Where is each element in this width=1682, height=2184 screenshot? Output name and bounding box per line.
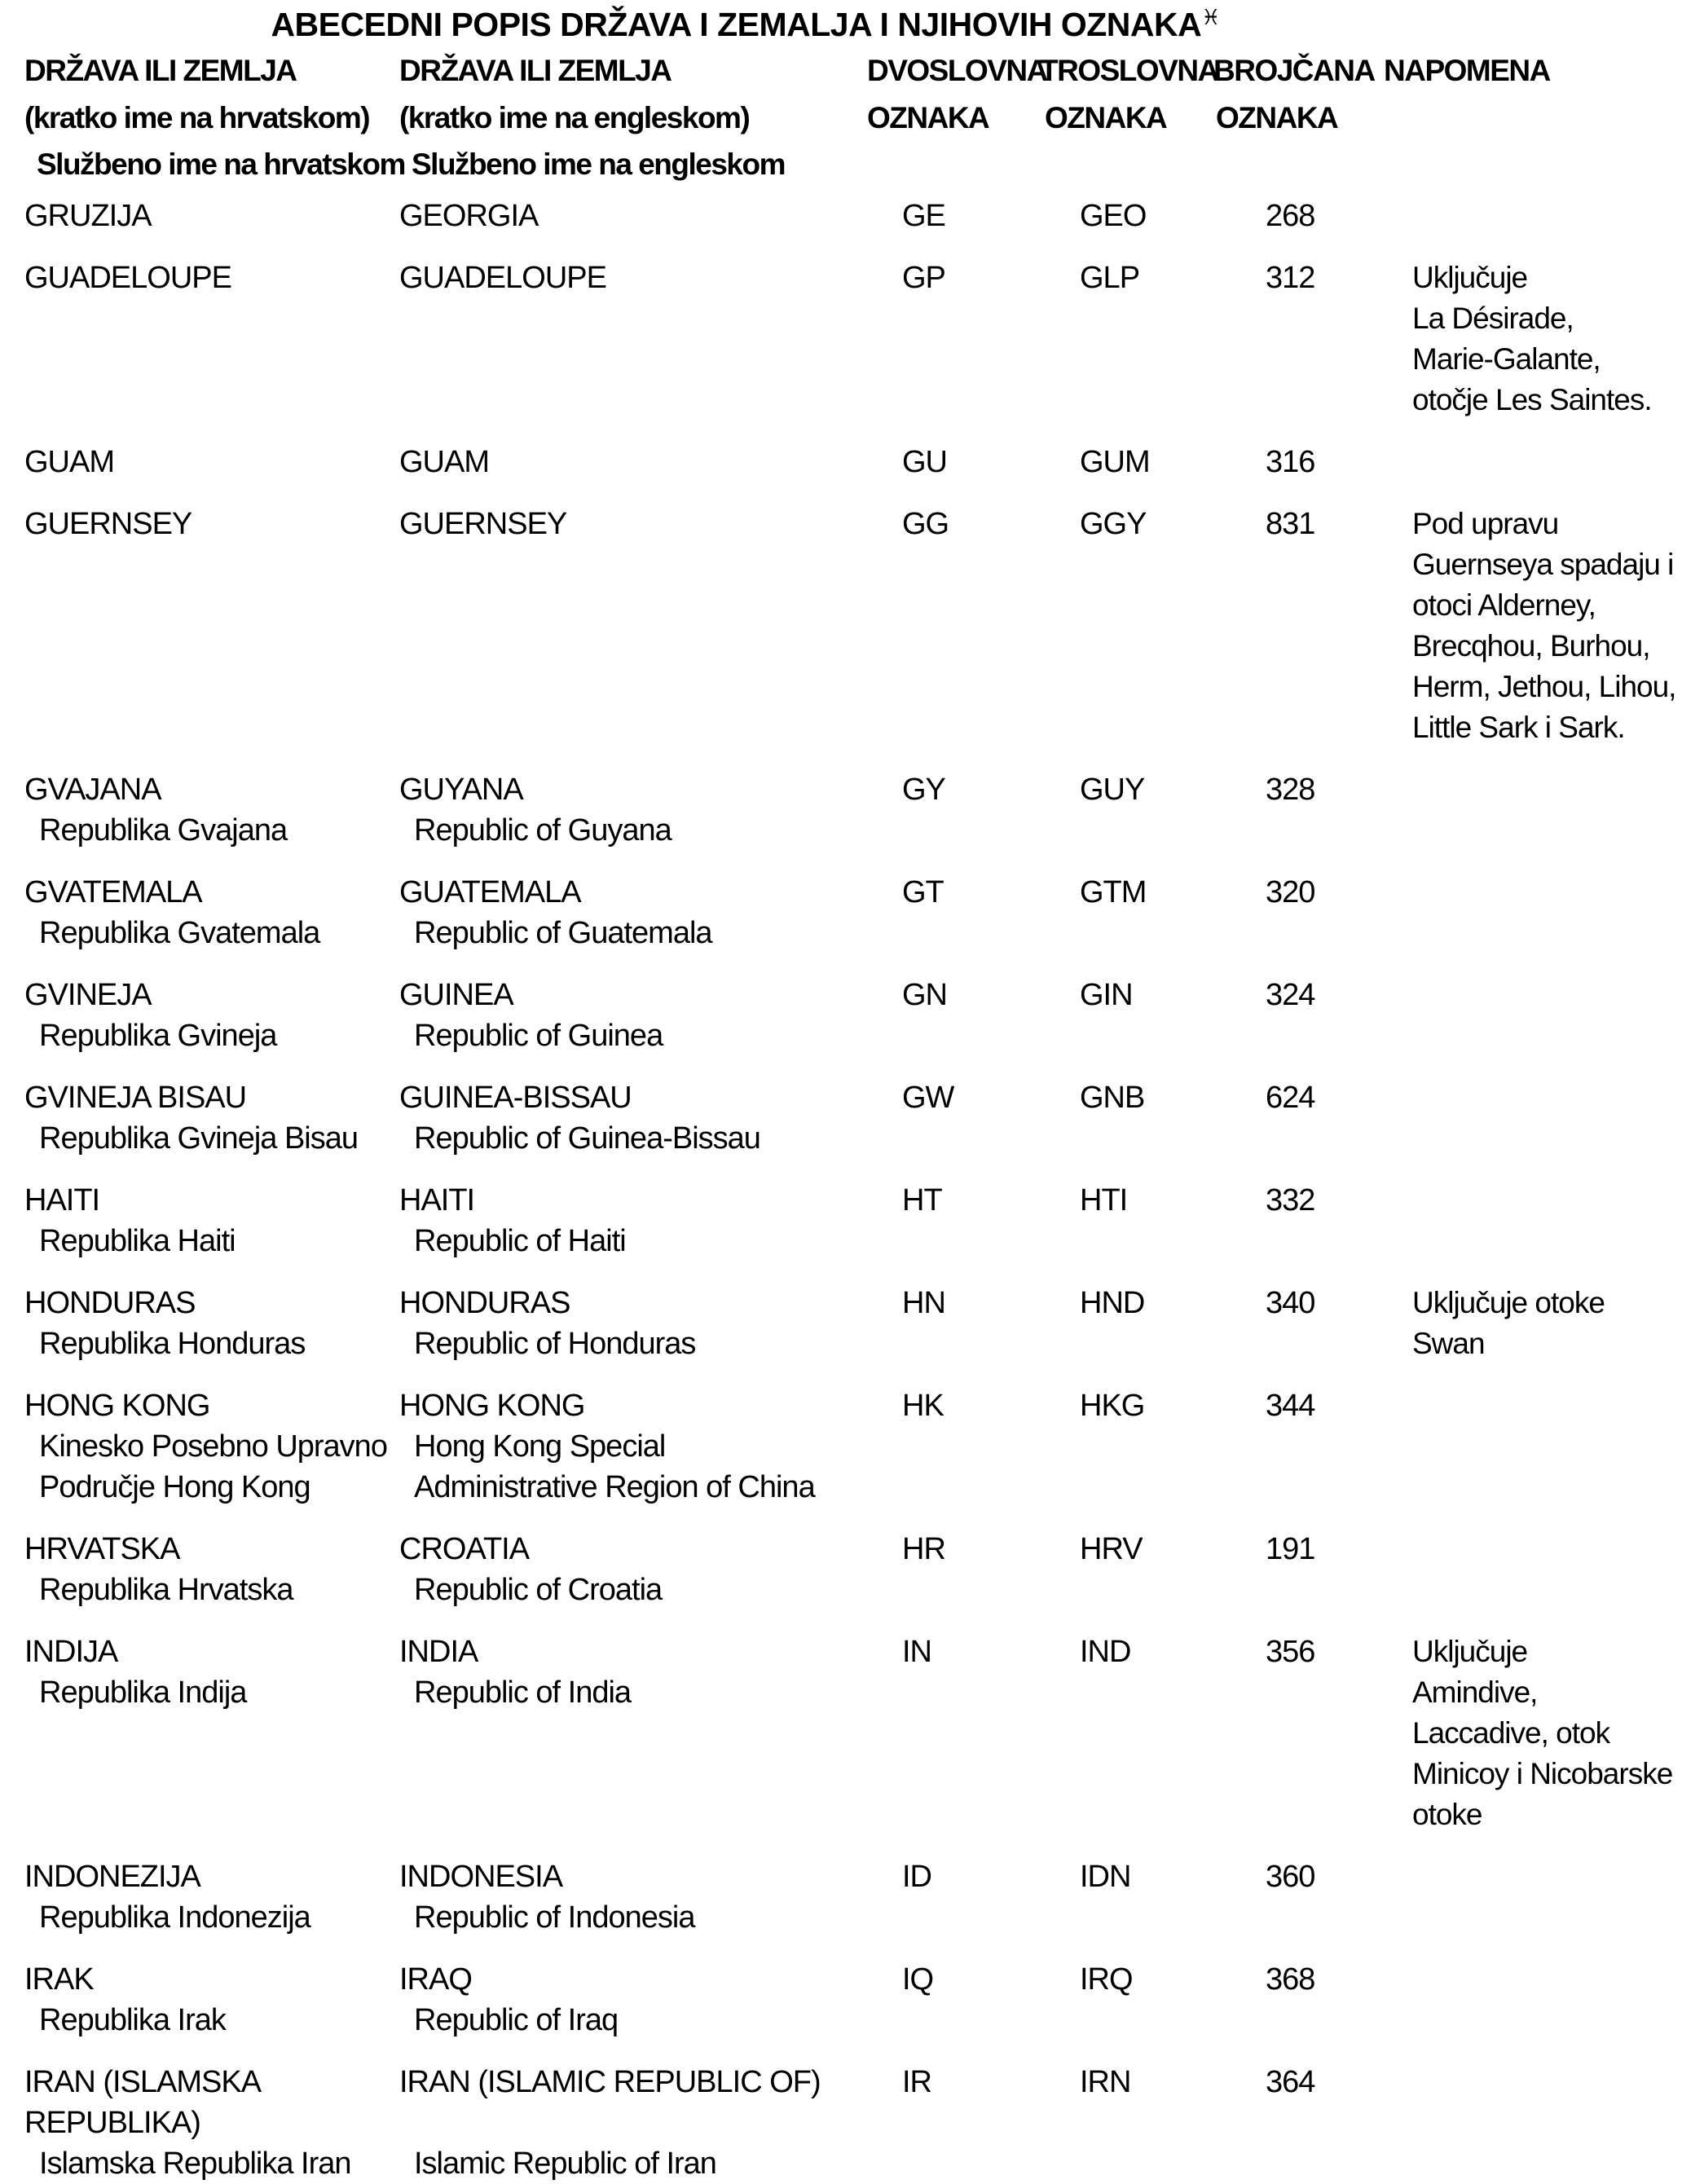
numeric-code-cell xyxy=(1266,504,1314,544)
official-name-hr: Republika Gvajana xyxy=(39,813,288,848)
country-col-hr xyxy=(24,1529,293,1610)
table-row xyxy=(0,1959,1682,2041)
numeric-code: 316 xyxy=(1266,445,1315,479)
note-line: La Désirade, xyxy=(1412,302,1574,335)
alpha2-code: HN xyxy=(902,1286,945,1320)
country-col-hr xyxy=(24,1959,226,2041)
official-name-hr: Islamska Republika Iran xyxy=(39,2147,351,2181)
alpha2-code-cell xyxy=(902,872,944,913)
numeric-code: 368 xyxy=(1266,1962,1315,1997)
country-name-hr: GUADELOUPE xyxy=(24,261,231,295)
country-col-hr xyxy=(24,2062,351,2184)
country-col-en xyxy=(399,1283,695,1364)
alpha3-code-cell xyxy=(1080,1959,1133,2000)
country-col-hr xyxy=(24,1856,310,1938)
country-name-hr: GUAM xyxy=(24,445,114,479)
column-header-numeric-line2: OZNAKA xyxy=(1216,101,1338,134)
alpha2-code: GU xyxy=(902,445,947,479)
country-name-en: GUADELOUPE xyxy=(399,261,606,295)
country-name-hr: GVAJANA xyxy=(24,773,161,807)
table-row xyxy=(0,1856,1682,1938)
official-name-en: Republic of Guatemala xyxy=(414,916,712,950)
country-name-en: IRAQ xyxy=(399,1962,472,1997)
note-line: Little Sark i Sark. xyxy=(1412,711,1625,744)
country-col-en xyxy=(399,975,663,1056)
official-name-en: Islamic Republic of Iran xyxy=(414,2147,716,2181)
country-col-hr xyxy=(24,1631,246,1713)
alpha2-code-cell xyxy=(902,258,945,298)
note-line: Pod upravu xyxy=(1412,507,1559,540)
numeric-code: 340 xyxy=(1266,1286,1315,1320)
alpha2-code: IR xyxy=(902,2065,931,2099)
alpha2-code: HR xyxy=(902,1532,945,1566)
country-name-en: GUYANA xyxy=(399,773,523,807)
note-line: Laccadive, otok xyxy=(1412,1716,1610,1750)
alpha2-code: HK xyxy=(902,1389,944,1423)
note-line: Guernseya spadaju i xyxy=(1412,548,1674,581)
country-name-en: GEORGIA xyxy=(399,199,539,233)
country-col-en xyxy=(399,872,712,953)
country-name-hr: GRUZIJA xyxy=(24,199,152,233)
country-col-en xyxy=(399,196,538,236)
numeric-code: 312 xyxy=(1266,261,1315,295)
column-header-alpha3-line2: OZNAKA xyxy=(1045,101,1167,134)
alpha3-code: HND xyxy=(1080,1286,1145,1320)
country-col-en xyxy=(399,769,671,851)
country-name-hr: REPUBLIKA) xyxy=(24,2106,200,2140)
alpha3-code: IRQ xyxy=(1080,1962,1133,1997)
alpha3-code-cell xyxy=(1080,975,1133,1015)
country-col-hr xyxy=(24,1077,358,1159)
numeric-code: 328 xyxy=(1266,773,1315,807)
alpha2-code-cell xyxy=(902,2062,931,2103)
alpha2-code-cell xyxy=(902,1180,942,1221)
alpha3-code-cell xyxy=(1080,258,1139,298)
country-col-hr xyxy=(24,769,287,851)
alpha3-code: IRN xyxy=(1080,2065,1131,2099)
alpha2-code-cell xyxy=(902,504,949,544)
alpha2-code: GG xyxy=(902,507,949,541)
country-name-en: GUINEA xyxy=(399,978,513,1012)
official-name-en: Republic of Honduras xyxy=(414,1327,696,1361)
numeric-code: 831 xyxy=(1266,507,1315,541)
footnote-marker: ♓︎ xyxy=(1201,5,1221,29)
alpha3-code: GNB xyxy=(1080,1081,1145,1115)
alpha2-code: GN xyxy=(902,978,947,1012)
official-name-hr: Republika Irak xyxy=(39,2003,226,2037)
alpha3-code-cell xyxy=(1080,196,1146,236)
official-name-hr: Republika Honduras xyxy=(39,1327,306,1361)
official-name-en: Republic of Haiti xyxy=(414,1224,626,1258)
country-table-body xyxy=(0,196,1682,2184)
alpha3-code-cell xyxy=(1080,1385,1144,1426)
official-name-hr: Republika Indonezija xyxy=(39,1900,310,1935)
official-name-en: Republic of Indonesia xyxy=(414,1900,695,1935)
column-header-numeric-line1: BROJČANA xyxy=(1213,54,1375,87)
spacer-line xyxy=(399,2103,821,2143)
column-header-hr-line1: DRŽAVA ILI ZEMLJA xyxy=(24,54,297,87)
alpha3-code: GEO xyxy=(1080,199,1147,233)
country-name-hr: GVINEJA BISAU xyxy=(24,1081,247,1115)
official-name-en: Republic of Croatia xyxy=(414,1573,663,1607)
alpha2-code-cell xyxy=(902,1959,933,2000)
alpha3-code: GGY xyxy=(1080,507,1147,541)
country-col-hr xyxy=(24,196,152,236)
country-name-en: GUAM xyxy=(399,445,489,479)
country-col-hr xyxy=(24,1283,305,1364)
country-name-hr: HONG KONG xyxy=(24,1389,210,1423)
alpha2-code: GP xyxy=(902,261,945,295)
note-cell xyxy=(1412,1283,1605,1364)
alpha2-code-cell xyxy=(902,1856,931,1897)
country-name-en: GUINEA-BISSAU xyxy=(399,1081,632,1115)
numeric-code-cell xyxy=(1266,872,1314,913)
official-name-hr: Republika Gvineja xyxy=(39,1019,277,1053)
alpha2-code-cell xyxy=(902,442,947,482)
alpha3-code: GTM xyxy=(1080,875,1147,909)
country-col-hr xyxy=(24,1385,387,1508)
official-name-hr: Područje Hong Kong xyxy=(39,1470,310,1504)
official-name-en: Hong Kong Special xyxy=(414,1429,666,1464)
official-name-hr: Republika Gvineja Bisau xyxy=(39,1121,359,1156)
numeric-code-cell xyxy=(1266,1529,1314,1570)
note-line: Swan xyxy=(1412,1327,1485,1360)
column-header-hr-line3: Službeno ime na hrvatskom xyxy=(37,148,405,181)
country-name-hr: INDONEZIJA xyxy=(24,1860,200,1894)
alpha3-code: GIN xyxy=(1080,978,1133,1012)
column-header-en-line1: DRŽAVA ILI ZEMLJA xyxy=(399,54,671,87)
alpha3-code-cell xyxy=(1080,1631,1130,1672)
country-col-hr xyxy=(24,872,319,953)
numeric-code-cell xyxy=(1266,1077,1314,1118)
note-cell xyxy=(1412,1631,1672,1835)
alpha2-code: IN xyxy=(902,1635,931,1669)
alpha2-code-cell xyxy=(902,769,945,810)
note-line: otočje Les Saintes. xyxy=(1412,383,1652,416)
numeric-code: 268 xyxy=(1266,199,1315,233)
numeric-code: 191 xyxy=(1266,1532,1315,1566)
country-col-en xyxy=(399,1959,618,2041)
numeric-code: 624 xyxy=(1266,1081,1315,1115)
numeric-code-cell xyxy=(1266,196,1314,236)
country-col-hr xyxy=(24,258,231,298)
alpha3-code-cell xyxy=(1080,504,1146,544)
country-col-en xyxy=(399,2062,821,2184)
country-name-hr: HONDURAS xyxy=(24,1286,196,1320)
alpha3-code-cell xyxy=(1080,1856,1130,1897)
alpha2-code-cell xyxy=(902,1631,931,1672)
country-col-hr xyxy=(24,504,192,544)
alpha2-code: GE xyxy=(902,199,945,233)
alpha2-code-cell xyxy=(902,1283,945,1323)
country-name-en: INDONESIA xyxy=(399,1860,563,1894)
note-cell xyxy=(1412,504,1675,748)
page-title xyxy=(0,5,1491,44)
note-line: otoci Alderney, xyxy=(1412,588,1596,622)
alpha3-code-cell xyxy=(1080,1529,1143,1570)
column-header-note: NAPOMENA xyxy=(1384,54,1550,87)
alpha2-code: GY xyxy=(902,773,945,807)
numeric-code: 332 xyxy=(1266,1183,1315,1217)
country-name-en: INDIA xyxy=(399,1635,478,1669)
official-name-hr: Republika Haiti xyxy=(39,1224,236,1258)
alpha2-code: GW xyxy=(902,1081,954,1115)
alpha3-code: HTI xyxy=(1080,1183,1128,1217)
table-row xyxy=(0,258,1682,421)
alpha3-code: GUY xyxy=(1080,773,1145,807)
official-name-en: Administrative Region of China xyxy=(414,1470,815,1504)
numeric-code-cell xyxy=(1266,1385,1314,1426)
table-row xyxy=(0,769,1682,851)
column-header-en-line2: (kratko ime na engleskom) xyxy=(399,101,750,134)
alpha2-code: GT xyxy=(902,875,944,909)
note-line: Herm, Jethou, Lihou, xyxy=(1412,670,1676,703)
country-col-en xyxy=(399,1180,626,1262)
official-name-en: Republic of Guyana xyxy=(414,813,671,848)
country-name-en: GUATEMALA xyxy=(399,875,581,909)
column-header-hr-line2: (kratko ime na hrvatskom) xyxy=(24,101,370,134)
alpha3-code: HKG xyxy=(1080,1389,1145,1423)
note-line: Uključuje otoke xyxy=(1412,1286,1605,1319)
official-name-en: Republic of Guinea xyxy=(414,1019,663,1053)
country-name-hr: GVINEJA xyxy=(24,978,152,1012)
table-row xyxy=(0,1529,1682,1610)
numeric-code: 364 xyxy=(1266,2065,1315,2099)
table-row xyxy=(0,872,1682,953)
official-name-en: Republic of Guinea-Bissau xyxy=(414,1121,760,1156)
alpha3-code-cell xyxy=(1080,1180,1127,1221)
column-header-alpha2-line2: OZNAKA xyxy=(867,101,989,134)
country-name-en: HAITI xyxy=(399,1183,475,1217)
numeric-code-cell xyxy=(1266,1283,1314,1323)
alpha3-code: GLP xyxy=(1080,261,1140,295)
numeric-code-cell xyxy=(1266,442,1314,482)
alpha2-code: IQ xyxy=(902,1962,934,1997)
table-row xyxy=(0,196,1682,236)
official-name-hr: Republika Hrvatska xyxy=(39,1573,293,1607)
alpha2-code-cell xyxy=(902,1529,945,1570)
numeric-code: 324 xyxy=(1266,978,1315,1012)
country-name-hr: HRVATSKA xyxy=(24,1532,180,1566)
column-header-alpha2-line1: DVOSLOVNA xyxy=(867,54,1047,87)
numeric-code-cell xyxy=(1266,769,1314,810)
country-col-en xyxy=(399,1529,662,1610)
numeric-code-cell xyxy=(1266,258,1314,298)
country-col-hr xyxy=(24,975,276,1056)
numeric-code: 356 xyxy=(1266,1635,1315,1669)
official-name-hr: Kinesko Posebno Upravno xyxy=(39,1429,387,1464)
note-line: Uključuje xyxy=(1412,1635,1528,1668)
numeric-code-cell xyxy=(1266,1959,1314,2000)
country-col-hr xyxy=(24,1180,236,1262)
alpha2-code: ID xyxy=(902,1860,931,1894)
country-col-en xyxy=(399,258,606,298)
official-name-hr: Republika Indija xyxy=(39,1675,247,1710)
note-cell xyxy=(1412,258,1652,421)
country-col-en xyxy=(399,1077,760,1159)
note-line: Brecqhou, Burhou, xyxy=(1412,629,1650,663)
alpha3-code-cell xyxy=(1080,1077,1144,1118)
country-col-en xyxy=(399,1385,815,1508)
country-name-hr: HAITI xyxy=(24,1183,100,1217)
alpha3-code-cell xyxy=(1080,442,1150,482)
country-name-hr: INDIJA xyxy=(24,1635,118,1669)
alpha3-code-cell xyxy=(1080,1283,1144,1323)
numeric-code-cell xyxy=(1266,1631,1314,1672)
official-name-en: Republic of India xyxy=(414,1675,632,1710)
alpha2-code-cell xyxy=(902,975,947,1015)
note-line: Minicoy i Nicobarske xyxy=(1412,1757,1673,1790)
table-row xyxy=(0,1631,1682,1835)
alpha3-code: IND xyxy=(1080,1635,1131,1669)
alpha2-code-cell xyxy=(902,1385,944,1426)
country-name-en: CROATIA xyxy=(399,1532,530,1566)
table-row xyxy=(0,2062,1682,2184)
alpha2-code: HT xyxy=(902,1183,942,1217)
country-name-en: HONG KONG xyxy=(399,1389,585,1423)
table-row xyxy=(0,442,1682,482)
table-row xyxy=(0,504,1682,748)
table-row xyxy=(0,975,1682,1056)
official-name-en: Republic of Iraq xyxy=(414,2003,619,2037)
numeric-code: 344 xyxy=(1266,1389,1315,1423)
alpha3-code: HRV xyxy=(1080,1532,1143,1566)
numeric-code-cell xyxy=(1266,975,1314,1015)
alpha2-code-cell xyxy=(902,1077,953,1118)
country-col-en xyxy=(399,1856,694,1938)
numeric-code: 320 xyxy=(1266,875,1315,909)
country-col-en xyxy=(399,1631,631,1713)
official-name-hr: Republika Gvatemala xyxy=(39,916,320,950)
country-name-hr: IRAN (ISLAMSKA xyxy=(24,2065,262,2099)
alpha3-code: IDN xyxy=(1080,1860,1131,1894)
alpha3-code-cell xyxy=(1080,769,1144,810)
table-row xyxy=(0,1385,1682,1508)
alpha3-code-cell xyxy=(1080,2062,1130,2103)
country-col-en xyxy=(399,504,566,544)
country-name-en: IRAN (ISLAMIC REPUBLIC OF) xyxy=(399,2065,821,2099)
numeric-code-cell xyxy=(1266,2062,1314,2103)
table-row xyxy=(0,1077,1682,1159)
country-name-en: GUERNSEY xyxy=(399,507,567,541)
note-line: Marie-Galante, xyxy=(1412,342,1601,376)
country-name-hr: GVATEMALA xyxy=(24,875,202,909)
page-title-text: ABECEDNI POPIS DRŽAVA I ZEMALJA I NJIHOVIH OZNAKA xyxy=(271,6,1202,43)
country-name-en: HONDURAS xyxy=(399,1286,570,1320)
note-line: Uključuje xyxy=(1412,261,1528,294)
note-line: otoke xyxy=(1412,1798,1482,1831)
alpha3-code-cell xyxy=(1080,872,1146,913)
alpha3-code: GUM xyxy=(1080,445,1150,479)
numeric-code: 360 xyxy=(1266,1860,1315,1894)
column-header-en-line3: Službeno ime na engleskom xyxy=(412,148,786,181)
numeric-code-cell xyxy=(1266,1180,1314,1221)
table-row xyxy=(0,1283,1682,1364)
country-name-hr: IRAK xyxy=(24,1962,94,1997)
numeric-code-cell xyxy=(1266,1856,1314,1897)
table-row xyxy=(0,1180,1682,1262)
column-header-alpha3-line1: TROSLOVNA xyxy=(1040,54,1218,87)
note-line: Amindive, xyxy=(1412,1675,1538,1709)
alpha2-code-cell xyxy=(902,196,945,236)
country-col-hr xyxy=(24,442,114,482)
country-name-hr: GUERNSEY xyxy=(24,507,192,541)
country-col-en xyxy=(399,442,489,482)
